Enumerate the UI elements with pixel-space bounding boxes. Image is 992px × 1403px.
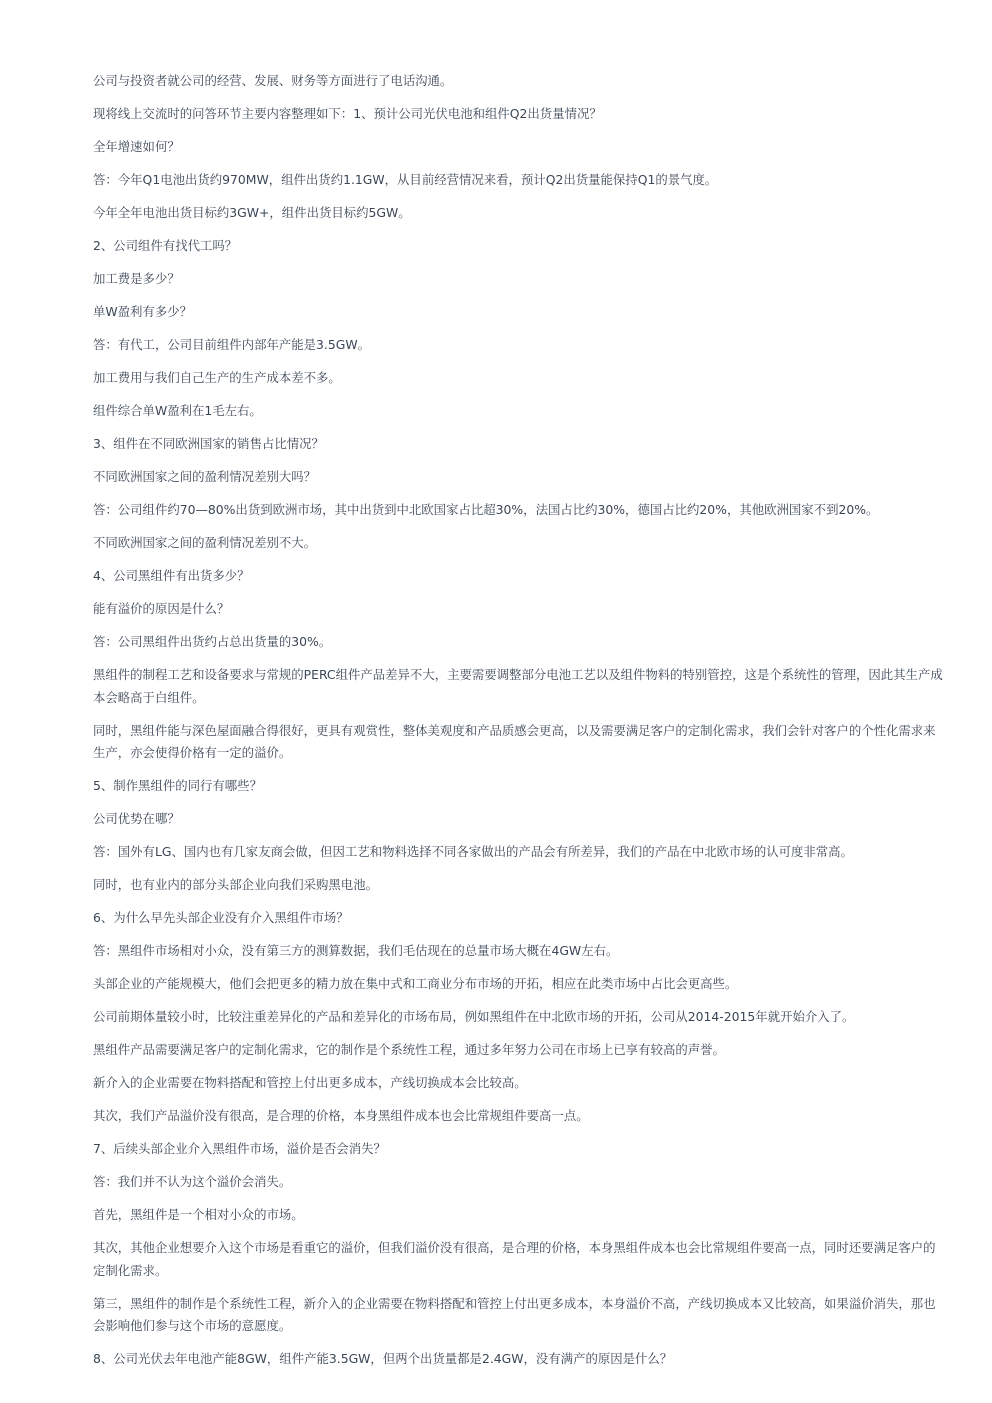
paragraph: 现将线上交流时的问答环节主要内容整理如下：1、预计公司光伏电池和组件Q2出货量情况？ <box>93 106 602 121</box>
paragraph: 全年增速如何？ <box>93 139 180 154</box>
paragraph: 7、后续头部企业介入黑组件市场，溢价是否会消失？ <box>93 1141 386 1156</box>
paragraph: 组件综合单W盈利在1毛左右。 <box>93 403 262 418</box>
paragraph: 公司与投资者就公司的经营、发展、财务等方面进行了电话沟通。 <box>93 73 453 88</box>
paragraph: 公司优势在哪？ <box>93 811 180 826</box>
document-body <box>93 70 945 1381</box>
paragraph: 2、公司组件有找代工吗？ <box>93 238 238 253</box>
paragraph: 黑组件产品需要满足客户的定制化需求，它的制作是个系统性工程，通过多年努力公司在市场上已享有较高的声誉。 <box>93 1042 725 1057</box>
paragraph: 答：国外有LG、国内也有几家友商会做，但因工艺和物料选择不同各家做出的产品会有所差异，我们的产品在中北欧市场的认可度非常高。 <box>93 844 853 859</box>
paragraph: 黑组件的制程工艺和设备要求与常规的PERC组件产品差异不大，主要需要调整部分电池工艺以及组件物料的特别管控，这是个系统性的管理，因此其生产成本会略高于白组件。 <box>93 667 943 705</box>
paragraph: 同时，黑组件能与深色屋面融合得很好，更具有观赏性，整体美观度和产品质感会更高，以及需要满足客户的定制化需求，我们会针对客户的个性化需求来生产，亦会使得价格有一定的溢价。 <box>93 722 936 760</box>
paragraph: 答：公司组件约70—80%出货到欧洲市场，其中出货到中北欧国家占比超30%，法国占比约30%，德国占比约20%，其他欧洲国家不到20%。 <box>93 502 879 517</box>
paragraph: 其次，其他企业想要介入这个市场是看重它的溢价，但我们溢价没有很高，是合理的价格，本身黑组件成本也会比常规组件要高一点，同时还要满足客户的定制化需求。 <box>93 1240 936 1278</box>
paragraph: 首先，黑组件是一个相对小众的市场。 <box>93 1207 304 1222</box>
paragraph: 新介入的企业需要在物料搭配和管控上付出更多成本，产线切换成本会比较高。 <box>93 1075 527 1090</box>
paragraph: 加工费用与我们自己生产的生产成本差不多。 <box>93 370 341 385</box>
paragraph: 4、公司黑组件有出货多少？ <box>93 568 250 583</box>
paragraph: 6、为什么早先头部企业没有介入黑组件市场？ <box>93 910 349 925</box>
paragraph: 单W盈利有多少？ <box>93 304 192 319</box>
paragraph: 答：有代工，公司目前组件内部年产能是3.5GW。 <box>93 337 370 352</box>
paragraph: 不同欧洲国家之间的盈利情况差别大吗？ <box>93 469 317 484</box>
paragraph: 同时，也有业内的部分头部企业向我们采购黑电池。 <box>93 877 378 892</box>
paragraph: 能有溢价的原因是什么？ <box>93 601 230 616</box>
paragraph: 8、公司光伏去年电池产能8GW，组件产能3.5GW，但两个出货量都是2.4GW，没有满产的原因是什么？ <box>93 1351 673 1366</box>
paragraph: 答：今年Q1电池出货约970MW，组件出货约1.1GW，从目前经营情况来看，预计Q2出货量能保持Q1的景气度。 <box>93 172 718 187</box>
paragraph: 今年全年电池出货目标约3GW+，组件出货目标约5GW。 <box>93 205 411 220</box>
paragraph: 答：黑组件市场相对小众，没有第三方的测算数据，我们毛估现在的总量市场大概在4GW左右。 <box>93 943 619 958</box>
paragraph: 答：公司黑组件出货约占总出货量的30%。 <box>93 634 332 649</box>
paragraph: 公司前期体量较小时，比较注重差异化的产品和差异化的市场布局，例如黑组件在中北欧市场的开拓，公司从2014-2015年就开始介入了。 <box>93 1009 855 1024</box>
paragraph: 第三，黑组件的制作是个系统性工程，新介入的企业需要在物料搭配和管控上付出更多成本，本身溢价不高，产线切换成本又比较高，如果溢价消失，那也会影响他们参与这个市场的意愿度。 <box>93 1295 936 1333</box>
paragraph: 不同欧洲国家之间的盈利情况差别不大。 <box>93 535 317 550</box>
paragraph: 其次，我们产品溢价没有很高，是合理的价格，本身黑组件成本也会比常规组件要高一点。 <box>93 1108 589 1123</box>
paragraph: 3、组件在不同欧洲国家的销售占比情况？ <box>93 436 324 451</box>
paragraph: 答：我们并不认为这个溢价会消失。 <box>93 1174 292 1189</box>
paragraph: 加工费是多少？ <box>93 271 180 286</box>
paragraph: 5、制作黑组件的同行有哪些？ <box>93 778 262 793</box>
paragraph: 头部企业的产能规模大，他们会把更多的精力放在集中式和工商业分布市场的开拓，相应在此类市场中占比会更高些。 <box>93 976 738 991</box>
